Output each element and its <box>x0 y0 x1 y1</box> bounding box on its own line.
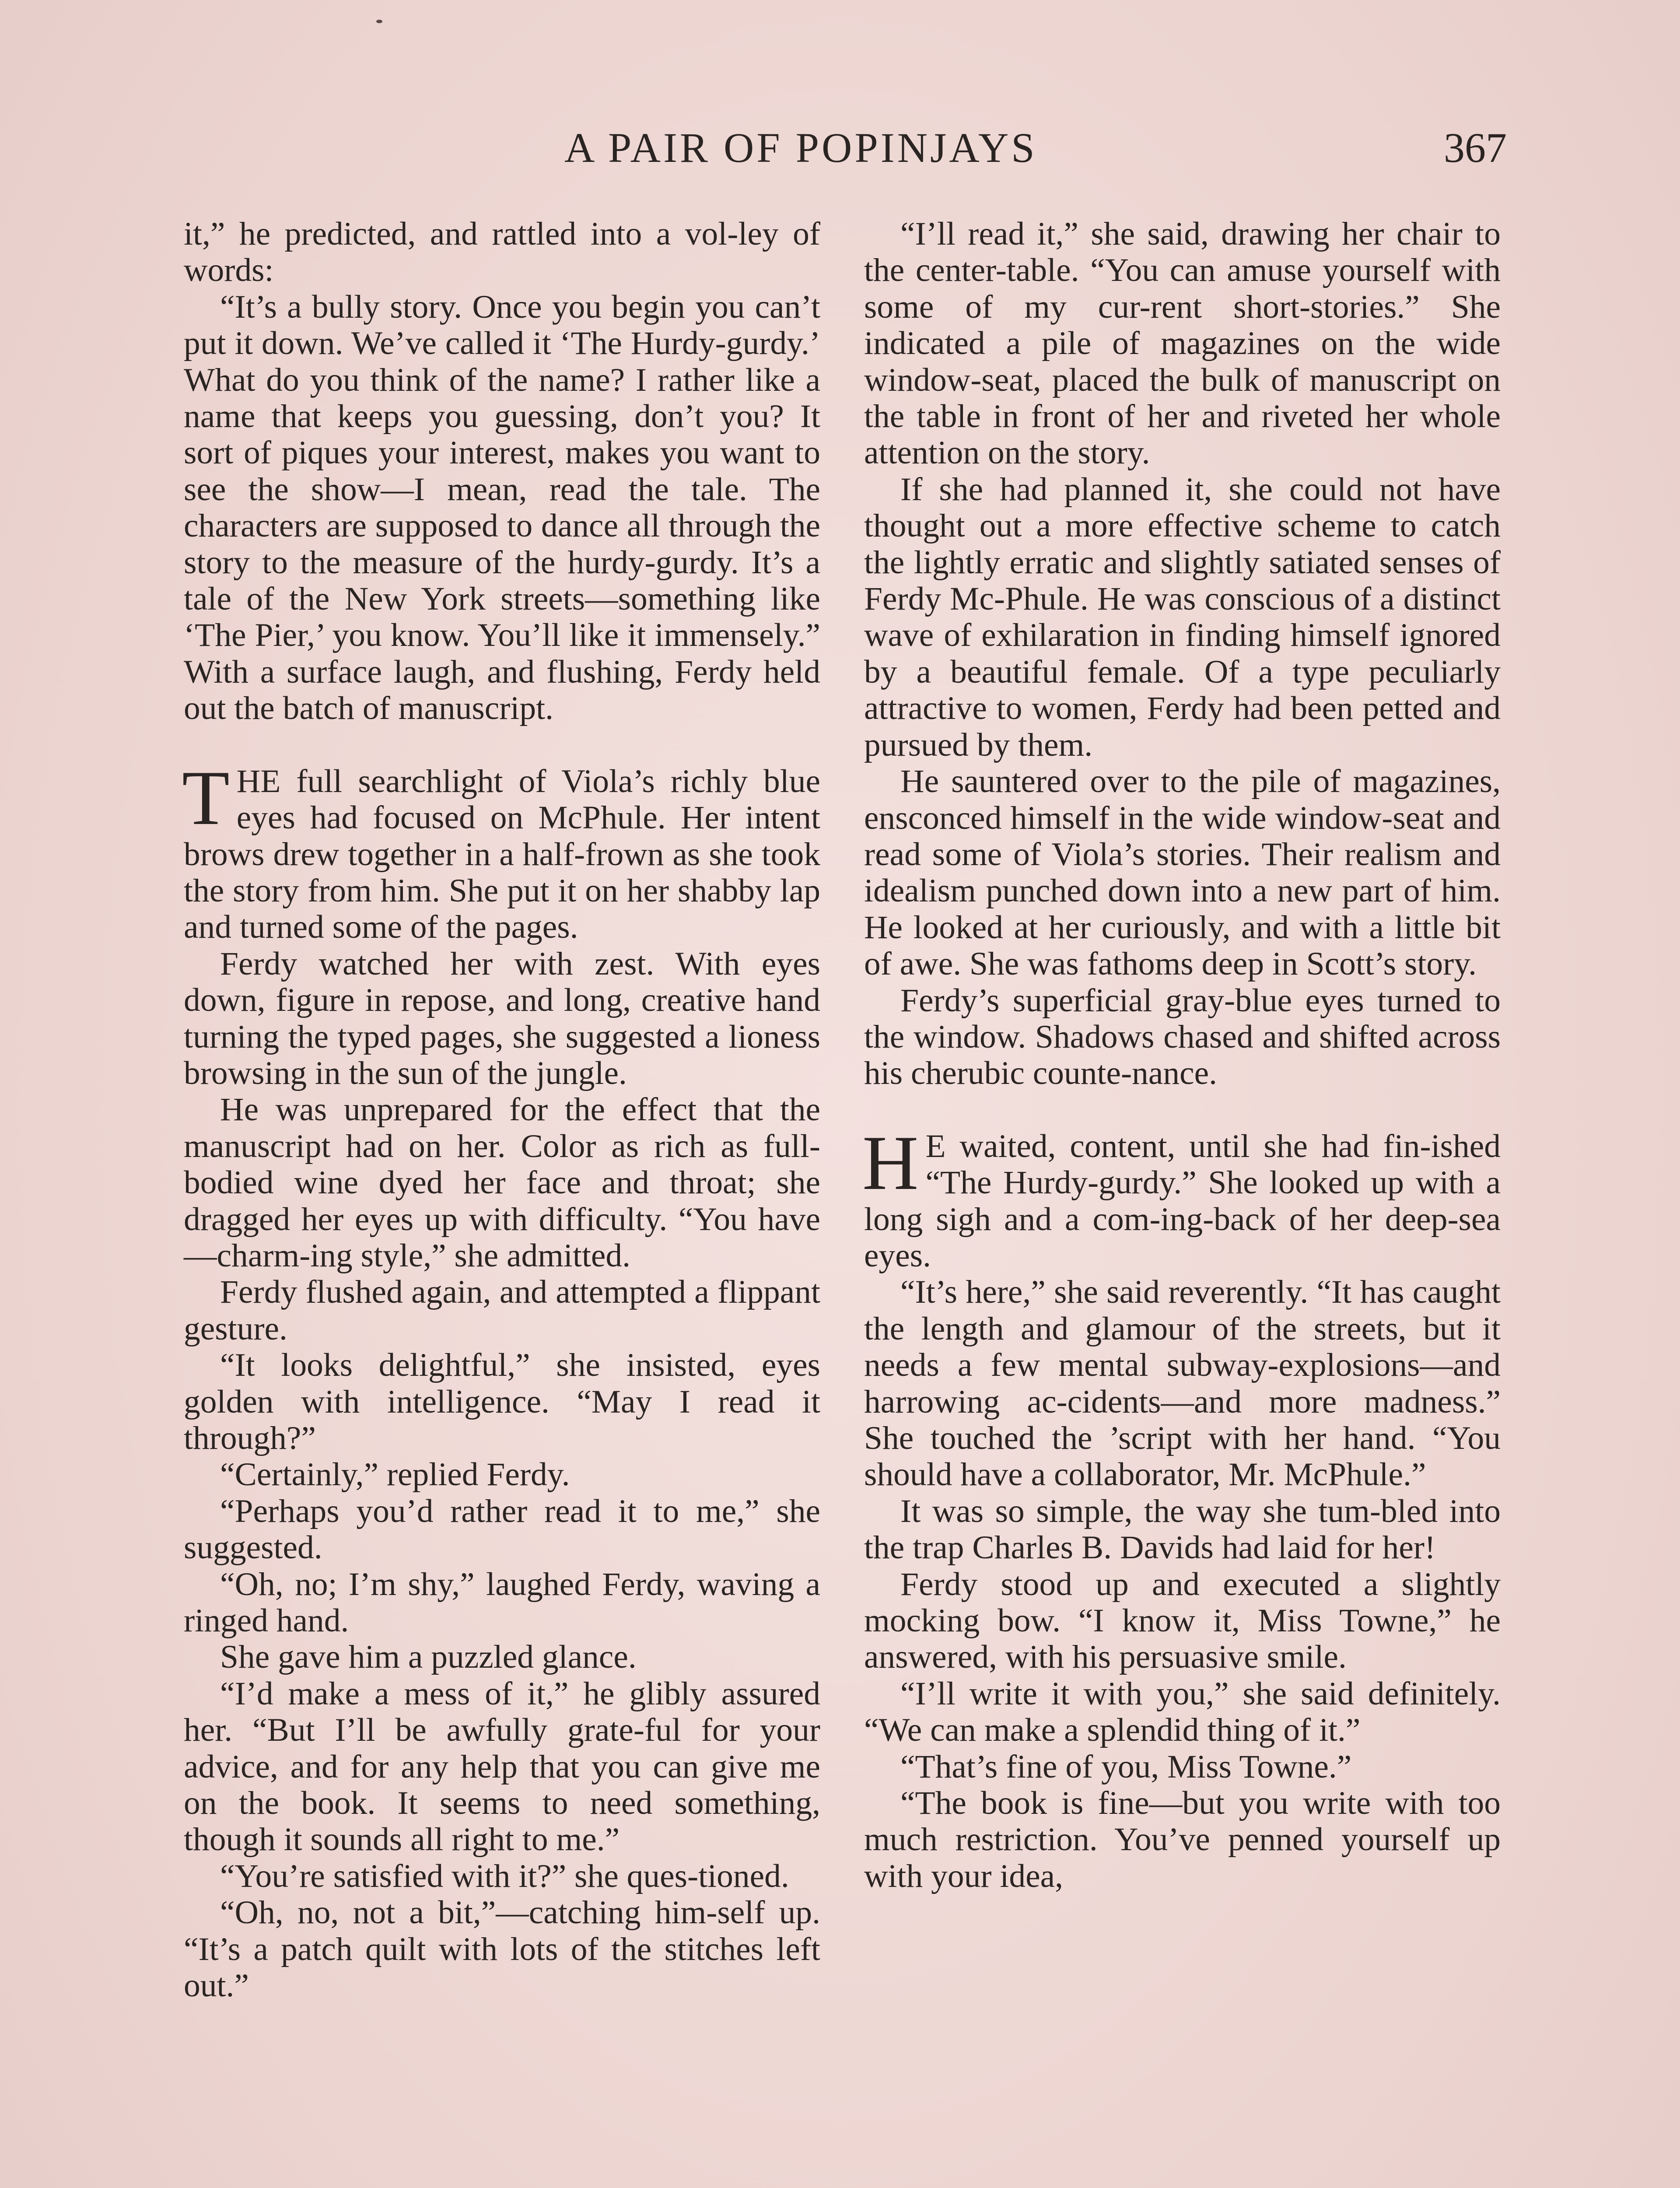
paragraph-text: HE full searchlight of Viola’s richly blue eyes had focused on McPhule. Her intent brows drew together in a half-frown as she took the story from him. She put it on her shabby lap and turned some of the pages. <box>184 763 820 946</box>
paragraph: Ferdy stood up and executed a slightly mocking bow. “I know it, Miss Towne,” he answered, with his persuasive smile. <box>864 1566 1501 1676</box>
paragraph: “The book is fine—but you write with too much restriction. You’ve penned yourself up with your idea, <box>864 1785 1501 1894</box>
running-title: A PAIR OF POPINJAYS <box>564 124 1037 171</box>
paragraph: Ferdy flushed again, and attempted a flippant gesture. <box>184 1274 820 1347</box>
paragraph: Ferdy watched her with zest. With eyes down, figure in repose, and long, creative hand turning the typed pages, she suggested a lioness browsing in the sun of the jungle. <box>184 945 820 1091</box>
drop-cap: H <box>862 1119 919 1206</box>
right-column <box>864 216 1501 1894</box>
paragraph: If she had planned it, she could not have thought out a more effective scheme to catch the lightly erratic and slightly satiated senses of Ferdy Mc-Phule. He was conscious of a distinct wave of exhilaration in finding himself ignored by a beautiful female. Of a type peculiarly attractive to women, Ferdy had been petted and pursued by them. <box>864 471 1501 763</box>
paragraph: “I’d make a mess of it,” he glibly assured her. “But I’ll be awfully grate-ful for your advice, and for any help that you can give me on the book. It seems to need something, though it sounds all right to me.” <box>184 1675 820 1858</box>
drop-cap: T <box>182 754 230 841</box>
section-break <box>864 1092 1501 1128</box>
paragraph: It was so simple, the way she tum-bled into the trap Charles B. Davids had laid for her! <box>864 1493 1501 1566</box>
paragraph: Ferdy’s superficial gray-blue eyes turned to the window. Shadows chased and shifted across his cherubic counte-nance. <box>864 982 1501 1092</box>
page-header <box>0 117 1680 179</box>
paragraph: He was unprepared for the effect that the manuscript had on her. Color as rich as full-bodied wine dyed her face and throat; she dragged her eyes up with difficulty. “You have—charm-ing style,” she admitted. <box>184 1091 820 1274</box>
paragraph: “Certainly,” replied Ferdy. <box>220 1456 570 1493</box>
paragraph: “It looks delightful,” she insisted, eyes golden with intelligence. “May I read it through?” <box>184 1347 820 1456</box>
paragraph: “I’ll write it with you,” she said definitely. “We can make a splendid thing of it.” <box>864 1675 1501 1749</box>
paragraph: “Oh, no; I’m shy,” laughed Ferdy, waving a ringed hand. <box>184 1566 820 1639</box>
paragraph: “That’s fine of you, Miss Towne.” <box>900 1748 1352 1785</box>
left-column <box>184 216 820 2004</box>
paragraph: “Oh, no, not a bit,”—catching him-self up. “It’s a patch quilt with lots of the stitches left out.” <box>184 1894 820 2004</box>
paragraph-with-drop-cap <box>182 754 820 946</box>
paragraph: “You’re satisfied with it?” she ques-tioned. <box>220 1858 789 1894</box>
paragraph: it,” he predicted, and rattled into a vol-ley of words: <box>184 216 820 289</box>
paragraph: “It’s here,” she said reverently. “It has caught the length and glamour of the streets, but it needs a few mental subway-explosions—and harrowing ac-cidents—and more madness.” She touched the ’script with her hand. “You should have a collaborator, Mr. McPhule.” <box>864 1274 1501 1493</box>
page-number: 367 <box>1444 124 1507 171</box>
paragraph: “I’ll read it,” she said, drawing her chair to the center-table. “You can amuse yourself with some of my cur-rent short-stories.” She indicated a pile of magazines on the wide window-seat, placed the bulk of manuscript on the table in front of her and riveted her whole attention on the story. <box>864 216 1501 471</box>
paper-speck <box>1433 1297 1436 1301</box>
paragraph: “Perhaps you’d rather read it to me,” she suggested. <box>184 1493 820 1566</box>
paragraph-with-drop-cap <box>862 1119 1501 1274</box>
paragraph-text: E waited, content, until she had fin-ished “The Hurdy-gurdy.” She looked up with a long sigh and a com-ing-back of her deep-sea eyes. <box>864 1128 1501 1274</box>
section-break <box>184 727 820 763</box>
paragraph: She gave him a puzzled glance. <box>220 1639 637 1676</box>
paragraph: “It’s a bully story. Once you begin you can’t put it down. We’ve called it ‘The Hurdy-gurdy.’ What do you think of the name? I rather like a name that keeps you guessing, don’t you? It sort of piques your interest, makes you want to see the show—I mean, read the tale. The characters are supposed to dance all through the story to the measure of the hurdy-gurdy. It’s a tale of the New York streets—something like ‘The Pier,’ you know. You’ll like it immensely.” With a surface laugh, and flushing, Ferdy held out the batch of manuscript. <box>184 288 820 727</box>
paragraph: He sauntered over to the pile of magazines, ensconced himself in the wide window-seat and read some of Viola’s stories. Their realism and idealism punched down into a new part of him. He looked at her curiously, and with a little bit of awe. She was fathoms deep in Scott’s story. <box>864 763 1501 982</box>
paper-speck <box>376 20 382 23</box>
